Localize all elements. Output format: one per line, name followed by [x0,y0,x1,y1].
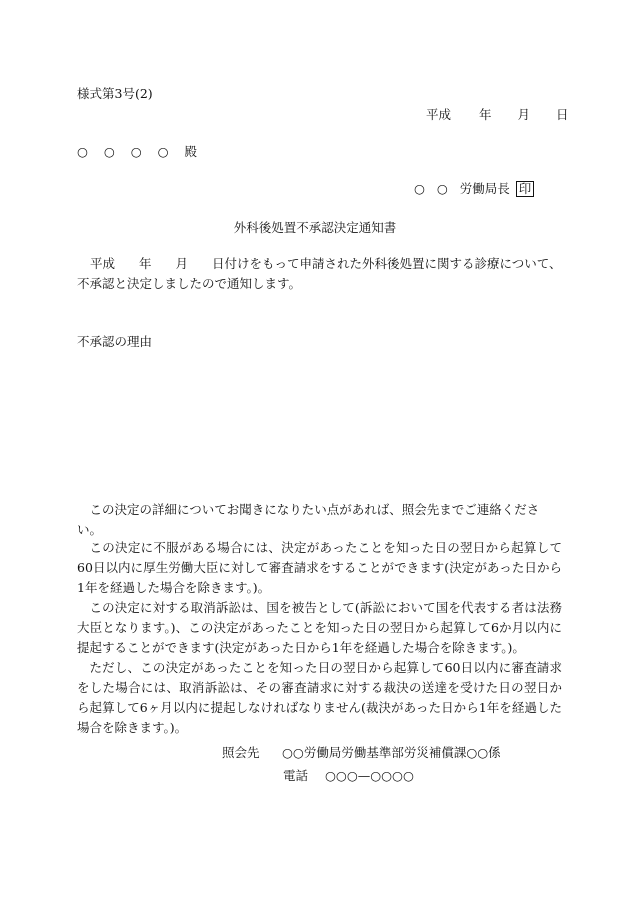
reference-contact [222,743,501,761]
sender [414,179,534,197]
phone-label: 電話 [283,768,309,783]
contact-note: この決定の詳細についてお聞きになりたい点があれば、照会先までご連絡ください。 [77,502,540,537]
reference-value: ○○労働局労働基準部労災補償課○○係 [282,745,501,760]
reference-label: 照会先 [222,745,260,760]
recipient: ○ ○ ○ ○ 殿 [77,144,198,159]
phone-contact [283,766,414,784]
issue-date [426,105,569,123]
body-month: 月 [175,256,189,271]
body-text: 日付けをもって申請された外科後処置に関する診療について、不承認と決定しましたので通知します。 [77,256,562,291]
notice-body [77,254,562,294]
date-month: 月 [517,107,531,122]
date-day: 日 [556,107,569,122]
reason-label: 不承認の理由 [77,334,153,349]
appeal-paragraph: この決定に対する取消訴訟は、国を被告として(訴訟において国を代表する者は法務大臣となります。)、この決定があったことを知った日の翌日から起算して6か月以内に提起することができます(決定があった日から1年を経過した場合を除きます。)。 [77,600,562,655]
form-number: 様式第3号(2) [77,86,153,101]
sender-name: ○ ○ 労働局長 [414,181,510,196]
appeal-instructions [77,538,562,738]
appeal-paragraph: この決定に不服がある場合には、決定があったことを知った日の翌日から起算して60日以内に厚生労働大臣に対して審査請求をすることができます(決定があった日から1年を経過した場合を除きます。)。 [77,540,562,595]
body-era: 平成 [90,256,116,271]
date-year: 年 [479,107,492,122]
seal-stamp: 印 [516,181,535,197]
appeal-paragraph: ただし、この決定があったことを知った日の翌日から起算して60日以内に審査請求をした場合には、取消訴訟は、その審査請求に対する裁決の送達を受けた日の翌日から起算して6ヶ月以内に提起しなければなりません(裁決があった日から1年を経過した場合を除きます。)。 [77,660,562,735]
body-year: 年 [139,256,152,271]
phone-value: ○○○—○○○○ [325,768,414,783]
date-era: 平成 [426,107,452,122]
document-title: 外科後処置不承認決定通知書 [233,220,397,235]
